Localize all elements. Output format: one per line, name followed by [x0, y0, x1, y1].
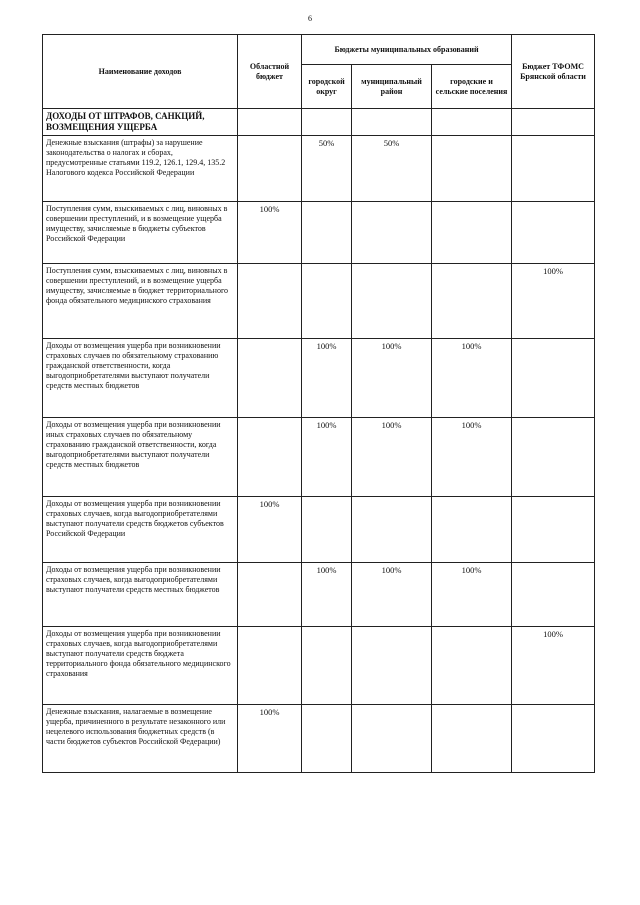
regional-value: [238, 418, 302, 497]
municipal-district-value: 100%: [352, 339, 432, 418]
municipal-district-value: [352, 264, 432, 339]
municipal-district-value: 100%: [352, 563, 432, 627]
income-name: Доходы от возмещения ущерба при возникновении страховых случаев, когда выгодоприобретателями выступают получатели средств местных бюджетов: [43, 563, 238, 627]
settlements-value: [432, 136, 512, 202]
header-urban-district: городской округ: [302, 65, 352, 109]
tfoms-value: 100%: [512, 627, 595, 705]
urban-district-value: [302, 264, 352, 339]
header-regional-budget: Областной бюджет: [238, 35, 302, 109]
urban-district-value: [302, 497, 352, 563]
section-title: ДОХОДЫ ОТ ШТРАФОВ, САНКЦИЙ, ВОЗМЕЩЕНИЯ УЩЕРБА: [43, 109, 238, 136]
income-name: Доходы от возмещения ущерба при возникновении страховых случаев, когда выгодоприобретателями выступают получатели средств бюджета территориального фонда обязательного медицинского страхования: [43, 627, 238, 705]
urban-district-value: [302, 705, 352, 773]
table-row: [43, 705, 595, 773]
urban-district-value: 100%: [302, 418, 352, 497]
table-row: [43, 202, 595, 264]
income-name: Поступления сумм, взыскиваемых с лиц, виновных в совершении преступлений, и в возмещение ущерба имуществу, зачисляемые в бюджеты субъектов Российской Федерации: [43, 202, 238, 264]
header-municipal-district: муниципальный район: [352, 65, 432, 109]
income-name: Денежные взыскания (штрафы) за нарушение законодательства о налогах и сборах, предусмотренные статьями 119.2, 126.1, 129.4, 135.2 Налогового кодекса Российской Федерации: [43, 136, 238, 202]
tfoms-value: [512, 202, 595, 264]
urban-district-value: [302, 202, 352, 264]
urban-district-value: [302, 627, 352, 705]
tfoms-value: [512, 418, 595, 497]
header-municipal-budgets: Бюджеты муниципальных образований: [302, 35, 512, 65]
tfoms-value: [512, 136, 595, 202]
regional-value: [238, 264, 302, 339]
urban-district-value: 100%: [302, 339, 352, 418]
header-settlements: городские и сельские поселения: [432, 65, 512, 109]
income-name: Доходы от возмещения ущерба при возникновении страховых случаев, когда выгодоприобретателями выступают получатели средств бюджетов субъектов Российской Федерации: [43, 497, 238, 563]
regional-value: [238, 136, 302, 202]
regional-value: [238, 627, 302, 705]
table-row: [43, 418, 595, 497]
table-row: [43, 136, 595, 202]
settlements-value: [432, 705, 512, 773]
settlements-value: 100%: [432, 563, 512, 627]
settlements-value: [432, 627, 512, 705]
header-income-name: Наименование доходов: [43, 35, 238, 109]
tfoms-value: [512, 705, 595, 773]
urban-district-value: 100%: [302, 563, 352, 627]
table-row: [43, 563, 595, 627]
regional-value: [238, 339, 302, 418]
urban-district-value: 50%: [302, 136, 352, 202]
tfoms-value: 100%: [512, 264, 595, 339]
tfoms-value: [512, 563, 595, 627]
regional-value: 100%: [238, 705, 302, 773]
income-name: Доходы от возмещения ущерба при возникновении иных страховых случаев по обязательному страхованию гражданской ответственности, когда выгодоприобретателями выступают получатели средств местных бюджетов: [43, 418, 238, 497]
tfoms-value: [512, 339, 595, 418]
page-number: 6: [308, 14, 312, 23]
revenue-distribution-table: [42, 34, 595, 773]
settlements-value: [432, 264, 512, 339]
header-tfoms-budget: Бюджет ТФОМС Брянской области: [512, 35, 595, 109]
income-name: Поступления сумм, взыскиваемых с лиц, виновных в совершении преступлений, и в возмещение ущерба имуществу, зачисляемые в бюджет территориального фонда обязательного медицинского страхования: [43, 264, 238, 339]
settlements-value: [432, 497, 512, 563]
tfoms-value: [512, 497, 595, 563]
municipal-district-value: [352, 497, 432, 563]
regional-value: 100%: [238, 497, 302, 563]
regional-value: [238, 563, 302, 627]
municipal-district-value: [352, 202, 432, 264]
table-row: [43, 339, 595, 418]
income-name: Денежные взыскания, налагаемые в возмещение ущерба, причиненного в результате незаконного или нецелевого использования бюджетных средств (в части бюджетов субъектов Российской Федерации): [43, 705, 238, 773]
settlements-value: 100%: [432, 418, 512, 497]
table-row: [43, 497, 595, 563]
settlements-value: 100%: [432, 339, 512, 418]
municipal-district-value: 100%: [352, 418, 432, 497]
settlements-value: [432, 202, 512, 264]
municipal-district-value: [352, 705, 432, 773]
municipal-district-value: 50%: [352, 136, 432, 202]
municipal-district-value: [352, 627, 432, 705]
income-name: Доходы от возмещения ущерба при возникновении страховых случаев по обязательному страхованию гражданской ответственности, когда выгодоприобретателями выступают получатели средств местных бюджетов: [43, 339, 238, 418]
regional-value: 100%: [238, 202, 302, 264]
table-row: [43, 264, 595, 339]
table-row: [43, 627, 595, 705]
